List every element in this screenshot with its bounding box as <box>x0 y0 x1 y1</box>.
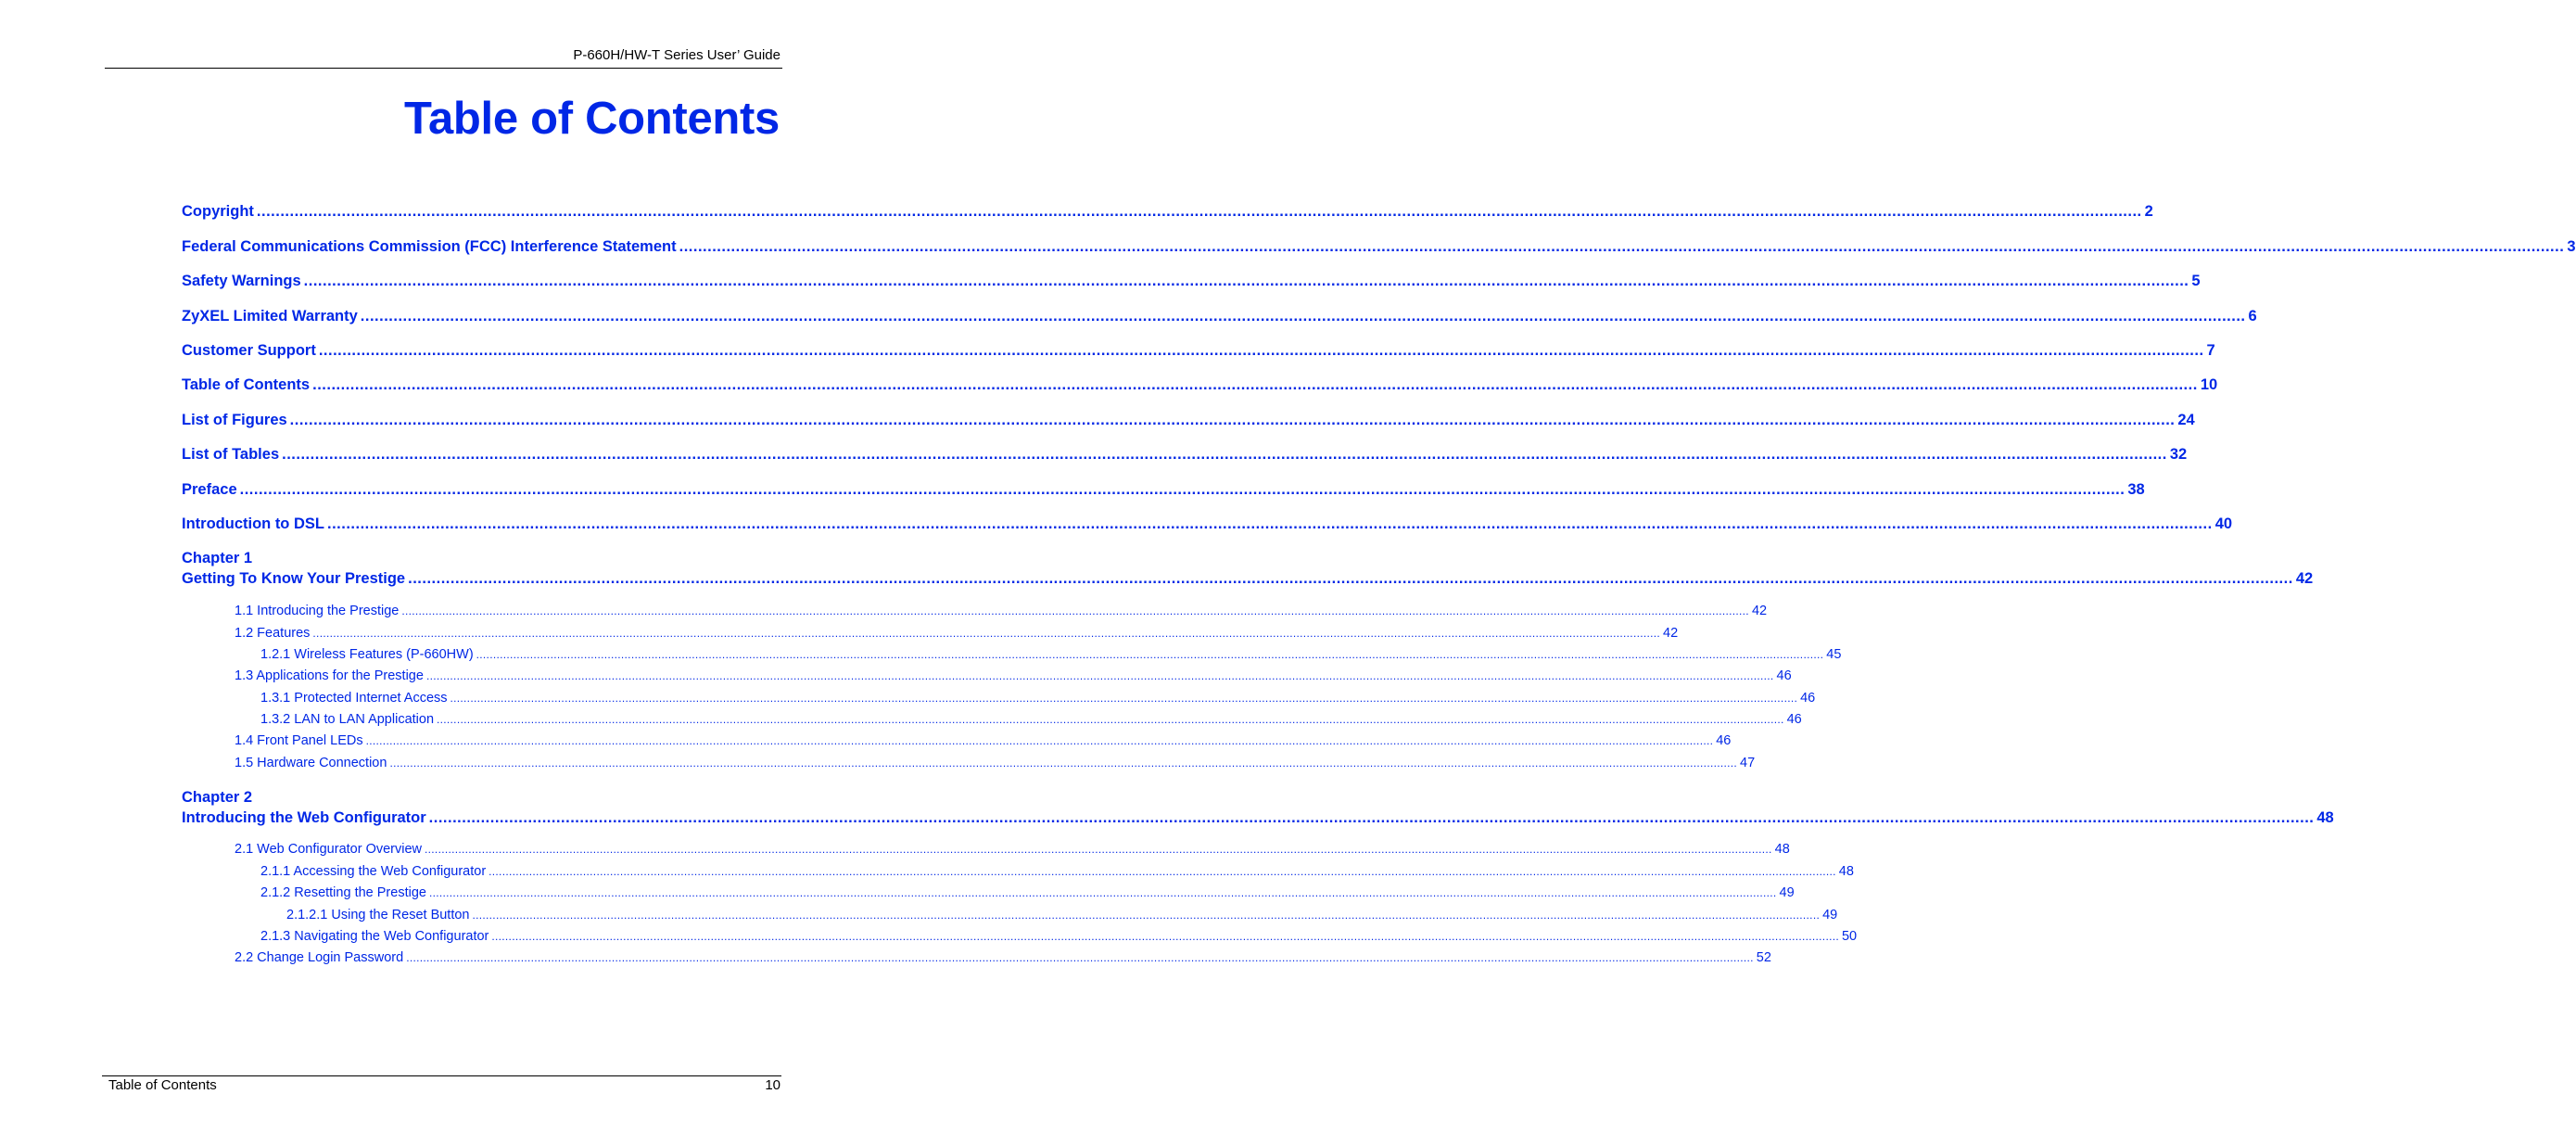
toc-entry-row <box>182 342 2215 360</box>
toc-entry[interactable] <box>182 412 2195 429</box>
toc-dot-leader: ................................................................................................................................................................................................................................................................................................................................................................................................................ <box>303 273 2189 289</box>
toc-entry-row <box>182 481 2145 499</box>
toc-entry-title: 1.3.2 LAN to LAN Application <box>260 712 435 727</box>
toc-entry-row <box>182 412 2195 429</box>
footer-section: Table of Contents <box>108 1077 217 1093</box>
toc-entry-page: 46 <box>1786 712 1802 727</box>
header-rule <box>105 68 782 69</box>
toc-entry-row <box>235 950 1771 965</box>
toc-entry[interactable] <box>235 626 1679 641</box>
toc-entry[interactable] <box>235 733 1732 748</box>
toc-entry-page: 47 <box>1740 756 1756 770</box>
toc-entry-page: 3 <box>2567 238 2576 255</box>
toc-entry[interactable] <box>235 604 1768 618</box>
toc-entry-page: 50 <box>1841 929 1858 944</box>
toc-entry-title: 2.1.3 Navigating the Web Configurator <box>260 929 489 944</box>
toc-entry-title: 1.2.1 Wireless Features (P-660HW) <box>260 647 474 662</box>
toc-entry-title: 1.5 Hardware Connection <box>235 756 387 770</box>
toc-entry-page: 42 <box>1751 604 1768 618</box>
toc-entry[interactable] <box>182 376 2218 394</box>
toc-entry[interactable] <box>182 342 2215 360</box>
toc-entry[interactable] <box>260 929 1858 944</box>
toc-entry-title: 1.3 Applications for the Prestige <box>235 668 424 683</box>
toc-entry-page: 38 <box>2127 481 2145 498</box>
toc-entry[interactable] <box>182 238 2576 256</box>
toc-entry[interactable] <box>182 789 2334 827</box>
toc-entry-page: 45 <box>1826 647 1842 662</box>
toc-entry[interactable] <box>260 864 1854 879</box>
toc-entry-page: 24 <box>2177 412 2195 428</box>
toc-entry-row <box>260 929 1858 944</box>
toc-entry-title: 1.1 Introducing the Prestige <box>235 604 400 618</box>
toc-entry-title: Getting To Know Your Prestige <box>182 570 406 587</box>
toc-dot-leader: ................................................................................................................................................................................................................................................................................................................................................................................................................ <box>312 627 1661 640</box>
toc-entry[interactable] <box>182 203 2153 221</box>
toc-dot-leader: ................................................................................................................................................................................................................................................................................................................................................................................................................ <box>282 446 2167 463</box>
toc-entry-title: Preface <box>182 481 237 498</box>
toc-dot-leader: ................................................................................................................................................................................................................................................................................................................................................................................................................ <box>360 308 2246 324</box>
toc-entry-page: 48 <box>2316 809 2334 826</box>
page-title: Table of Contents <box>403 94 780 144</box>
toc-entry-page: 49 <box>1822 908 1838 922</box>
toc-entry-row <box>235 668 1792 683</box>
toc-entry-page: 46 <box>1800 691 1816 706</box>
toc-dot-leader: ................................................................................................................................................................................................................................................................................................................................................................................................................ <box>408 570 2293 587</box>
toc-entry-page: 46 <box>1716 733 1732 748</box>
toc-dot-leader: ................................................................................................................................................................................................................................................................................................................................................................................................................ <box>239 481 2126 498</box>
toc-entry-page: 32 <box>2169 446 2188 463</box>
toc-dot-leader: ................................................................................................................................................................................................................................................................................................................................................................................................................ <box>679 238 2565 255</box>
toc-entry-title: ZyXEL Limited Warranty <box>182 308 358 324</box>
toc-dot-leader: ................................................................................................................................................................................................................................................................................................................................................................................................................ <box>425 669 1774 682</box>
toc-entry-title: 1.3.1 Protected Internet Access <box>260 691 448 706</box>
toc-entry-title: Table of Contents <box>182 376 311 393</box>
toc-dot-leader: ................................................................................................................................................................................................................................................................................................................................................................................................................ <box>406 951 1754 964</box>
toc-entry-title: 2.1.1 Accessing the Web Configurator <box>260 864 487 879</box>
toc-entry[interactable] <box>235 842 1790 857</box>
toc-entry-page: 46 <box>1776 668 1792 683</box>
toc-entry-title: 2.1 Web Configurator Overview <box>235 842 423 857</box>
toc-entry-row <box>235 626 1679 641</box>
toc-entry-page: 42 <box>1663 626 1679 641</box>
footer-page-number: 10 <box>765 1077 780 1093</box>
toc-entry-title: 1.2 Features <box>235 626 311 641</box>
toc-entry-page: 40 <box>2214 515 2233 532</box>
toc-entry-page: 52 <box>1756 950 1771 965</box>
toc-entry[interactable] <box>182 481 2145 499</box>
toc-entry[interactable] <box>260 712 1802 727</box>
toc-entry-title: Introducing the Web Configurator <box>182 809 426 826</box>
toc-dot-leader: ................................................................................................................................................................................................................................................................................................................................................................................................................ <box>489 865 1836 878</box>
toc-dot-leader: ................................................................................................................................................................................................................................................................................................................................................................................................................ <box>491 930 1839 943</box>
toc-entry-row <box>182 308 2257 325</box>
toc-entry-title: 1.4 Front Panel LEDs <box>235 733 363 748</box>
toc-entry-page: 6 <box>2248 308 2257 324</box>
toc-entry[interactable] <box>182 550 2314 588</box>
toc-dot-leader: ................................................................................................................................................................................................................................................................................................................................................................................................................ <box>401 604 1749 617</box>
toc-entry-page: 10 <box>2200 376 2218 393</box>
toc-dot-leader: ................................................................................................................................................................................................................................................................................................................................................................................................................ <box>428 886 1777 899</box>
toc-entry-row <box>260 864 1854 879</box>
toc-chapter-label: Chapter 1 <box>182 550 253 566</box>
toc-entry-row <box>182 515 2233 533</box>
toc-entry-title: List of Figures <box>182 412 287 428</box>
toc-entry-row <box>182 238 2576 256</box>
toc-entry-page: 2 <box>2144 203 2153 220</box>
toc-dot-leader: ................................................................................................................................................................................................................................................................................................................................................................................................................ <box>318 342 2204 359</box>
toc-entry[interactable] <box>235 668 1792 683</box>
toc-dot-leader: ................................................................................................................................................................................................................................................................................................................................................................................................................ <box>472 909 1821 922</box>
toc-entry[interactable] <box>235 950 1771 965</box>
toc-entry-title: Copyright <box>182 203 254 220</box>
toc-entry-row <box>260 647 1842 662</box>
footer-rule <box>102 1075 781 1076</box>
toc-entry-title: Federal Communications Commission (FCC) Interference Statement <box>182 238 677 255</box>
toc-entry-page: 42 <box>2295 570 2314 587</box>
toc-entry[interactable] <box>235 756 1756 770</box>
toc-dot-leader: ................................................................................................................................................................................................................................................................................................................................................................................................................ <box>312 376 2198 393</box>
toc-entry-row <box>235 756 1756 770</box>
toc-entry[interactable] <box>182 308 2257 325</box>
toc-entry-row <box>235 604 1768 618</box>
toc-entry-row <box>182 203 2153 221</box>
toc-entry-row <box>182 570 2314 588</box>
toc-entry-title: Introduction to DSL <box>182 515 324 532</box>
toc-entry[interactable] <box>182 273 2201 290</box>
toc-entry-title: Safety Warnings <box>182 273 301 289</box>
toc-dot-leader: ................................................................................................................................................................................................................................................................................................................................................................................................................ <box>450 692 1798 705</box>
toc-entry-page: 48 <box>1838 864 1854 879</box>
toc-dot-leader: ................................................................................................................................................................................................................................................................................................................................................................................................................ <box>476 648 1824 661</box>
toc-entry-page: 48 <box>1774 842 1790 857</box>
running-header: P-660H/HW-T Series User’ Guide <box>573 47 780 63</box>
toc-entry-row <box>260 691 1816 706</box>
toc-dot-leader: ................................................................................................................................................................................................................................................................................................................................................................................................................ <box>425 843 1772 856</box>
toc-dot-leader: ................................................................................................................................................................................................................................................................................................................................................................................................................ <box>256 203 2142 220</box>
toc-entry-row <box>260 885 1795 900</box>
toc-entry-row <box>260 712 1802 727</box>
toc-entry[interactable] <box>260 691 1816 706</box>
toc-entry[interactable] <box>182 446 2188 464</box>
toc-entry-row <box>182 376 2218 394</box>
toc-entry-title: 2.1.2.1 Using the Reset Button <box>286 908 470 922</box>
toc-entry-page: 7 <box>2206 342 2215 359</box>
toc-entry-row <box>286 908 1838 922</box>
toc-entry-page: 49 <box>1779 885 1795 900</box>
toc-dot-leader: ................................................................................................................................................................................................................................................................................................................................................................................................................ <box>326 515 2213 532</box>
toc-entry-page: 5 <box>2191 273 2201 289</box>
toc-entry-row <box>182 273 2201 290</box>
toc-entry-row <box>182 809 2334 827</box>
toc-entry[interactable] <box>286 908 1838 922</box>
toc-entry[interactable] <box>260 647 1842 662</box>
toc-dot-leader: ................................................................................................................................................................................................................................................................................................................................................................................................................ <box>289 412 2176 428</box>
toc-dot-leader: ................................................................................................................................................................................................................................................................................................................................................................................................................ <box>365 734 1714 747</box>
toc-entry-title: Customer Support <box>182 342 316 359</box>
toc-entry-row <box>235 733 1732 748</box>
toc-dot-leader: ................................................................................................................................................................................................................................................................................................................................................................................................................ <box>389 757 1738 770</box>
toc-entry-title: List of Tables <box>182 446 280 463</box>
toc-entry-title: 2.2 Change Login Password <box>235 950 404 965</box>
toc-dot-leader: ................................................................................................................................................................................................................................................................................................................................................................................................................ <box>428 809 2315 826</box>
toc-chapter-label: Chapter 2 <box>182 789 253 806</box>
toc-dot-leader: ................................................................................................................................................................................................................................................................................................................................................................................................................ <box>437 713 1784 726</box>
toc-entry-title: 2.1.2 Resetting the Prestige <box>260 885 426 900</box>
toc-entry-row <box>182 446 2188 464</box>
toc-entry-row <box>235 842 1790 857</box>
toc-entry[interactable] <box>260 885 1795 900</box>
toc-entry[interactable] <box>182 515 2233 533</box>
